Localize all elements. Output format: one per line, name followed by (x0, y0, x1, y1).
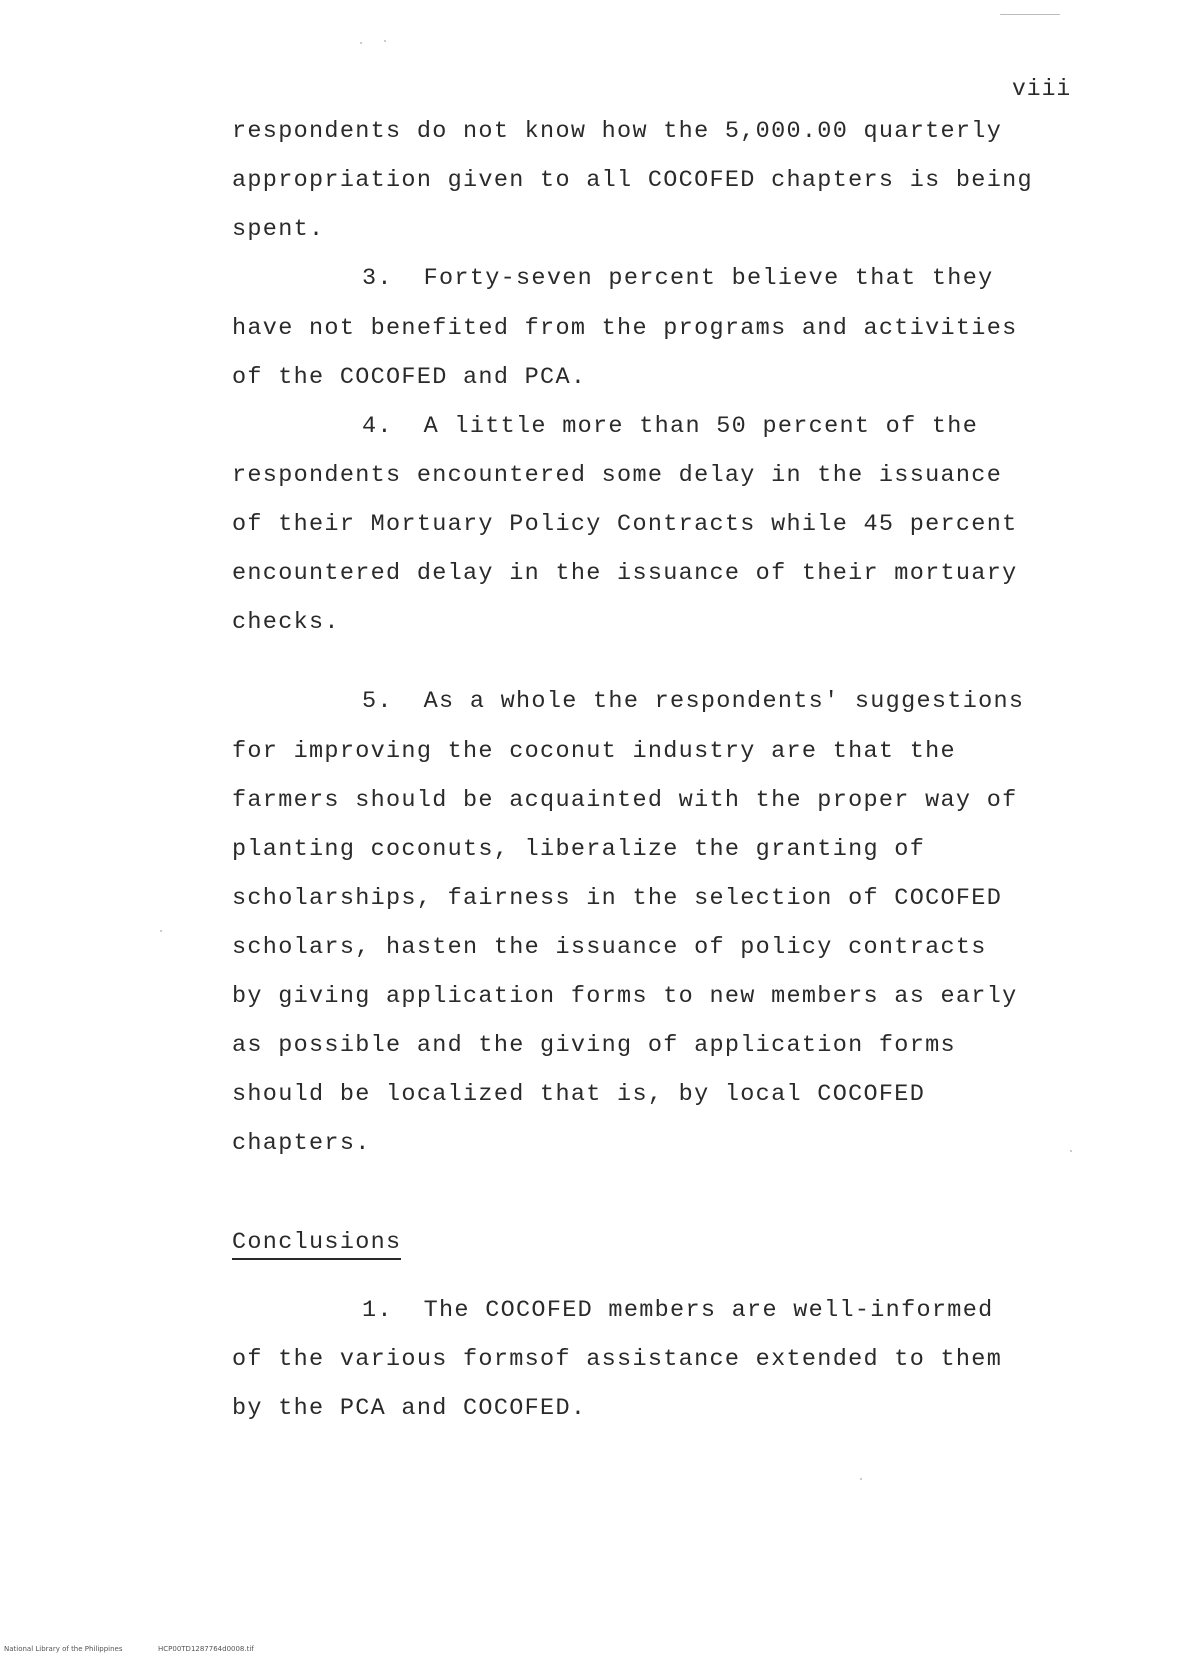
text-line: respondents encountered some delay in the issuance (232, 462, 1003, 489)
text-line: 5. As a whole the respondents' suggestions (362, 688, 1025, 715)
text-line: by giving application forms to new members as early (232, 983, 1018, 1010)
scan-speck (384, 40, 386, 42)
text-line: 4. A little more than 50 percent of the (362, 413, 979, 440)
text-line: farmers should be acquainted with the proper way of (232, 787, 1018, 814)
text-line: scholarships, fairness in the selection of COCOFED (232, 885, 1003, 912)
footer-file: HCP00TD1287764d0008.tif (158, 1645, 254, 1653)
section-heading: Conclusions (232, 1229, 401, 1260)
text-line: for improving the coconut industry are that the (232, 738, 956, 765)
text-line: should be localized that is, by local COCOFED (232, 1081, 926, 1108)
text-line: have not benefited from the programs and activities (232, 315, 1018, 342)
page-number: viii (1012, 76, 1072, 102)
text-line: by the PCA and COCOFED. (232, 1395, 587, 1422)
text-line: respondents do not know how the 5,000.00 quarterly (232, 118, 1003, 145)
text-line: chapters. (232, 1130, 371, 1157)
text-line: of the COCOFED and PCA. (232, 364, 587, 391)
scan-speck (160, 930, 162, 932)
text-line: scholars, hasten the issuance of policy contracts (232, 934, 987, 961)
text-line: planting coconuts, liberalize the granting of (232, 836, 926, 863)
text-line: 1. The COCOFED members are well-informed (362, 1297, 994, 1324)
text-line: 3. Forty-seven percent believe that they (362, 265, 994, 292)
text-line: appropriation given to all COCOFED chapters is being (232, 167, 1033, 194)
scan-speck (1070, 1150, 1072, 1152)
text-line: checks. (232, 609, 340, 636)
text-line: spent. (232, 216, 325, 243)
text-line: as possible and the giving of application forms (232, 1032, 956, 1059)
text-line: of the various formsof assistance extended to them (232, 1346, 1003, 1373)
scan-speck (860, 1478, 862, 1480)
text-line: encountered delay in the issuance of their mortuary (232, 560, 1018, 587)
text-line: of their Mortuary Policy Contracts while 45 percent (232, 511, 1018, 538)
footer-library: National Library of the Philippines (4, 1645, 123, 1653)
scan-speck (1000, 14, 1060, 15)
scan-speck (360, 42, 362, 44)
